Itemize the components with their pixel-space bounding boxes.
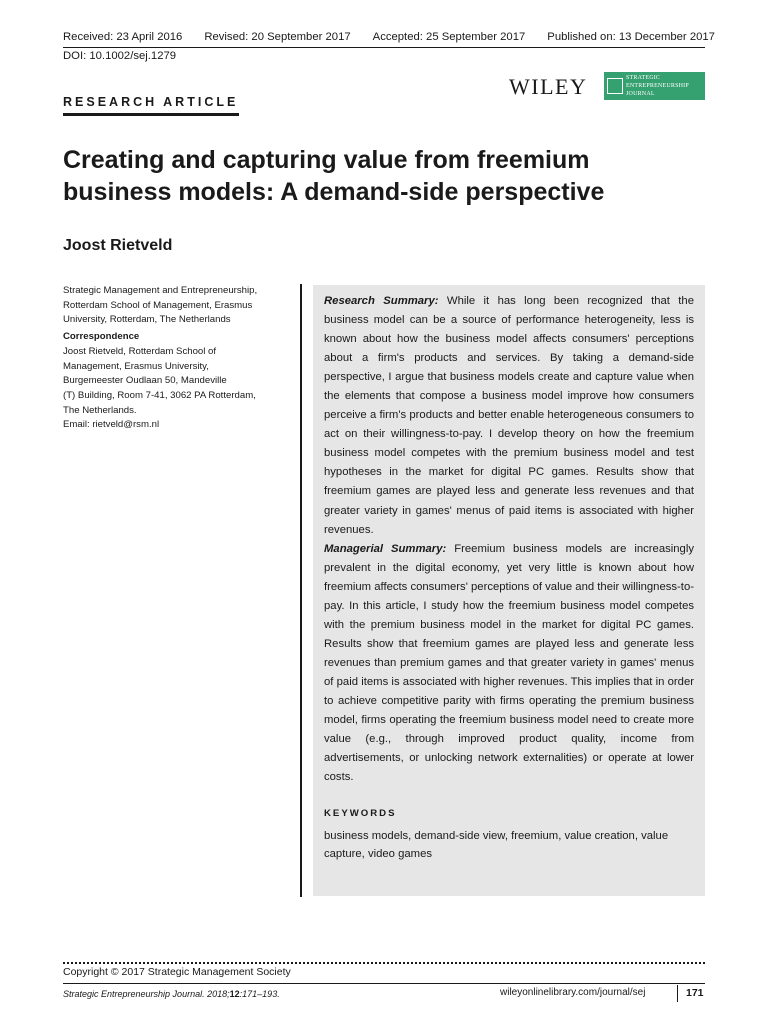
- footnote-rule: [63, 962, 705, 964]
- copyright-notice: Copyright © 2017 Strategic Management Society: [63, 966, 291, 978]
- doi-link[interactable]: DOI: 10.1002/sej.1279: [63, 50, 177, 62]
- managerial-summary-text: Freemium business models are increasingly prevalent in the digital economy, yet very little is known about how freemium affects consumers' perceptions of value and their willingness-to-pay. In this article, I study how the freemium business model competes with the premium business model in the market for digital PC games. Results show that freemium games are played less and generate less revenues than premium games and that greater variety in games' menus of paid items is associated with higher revenues. This implies that in order to achieve competitive parity with firms operating the premium business model, firms operating the freemium business model need to create more value (e.g., through improved product quality, income from advertisements, or unlocking network externalities) or operate at lower costs.: [324, 542, 694, 784]
- published-date: Published on: 13 December 2017: [547, 31, 715, 43]
- correspondence-line: Burgemeester Oudlaan 50, Mandeville: [63, 375, 227, 387]
- correspondence-email[interactable]: Email: rietveld@rsm.nl: [63, 419, 160, 431]
- keywords-heading: KEYWORDS: [324, 808, 397, 820]
- citation-year: 2018;: [207, 989, 230, 999]
- keywords-list: business models, demand-side view, freemium, value creation, value capture, video games: [324, 830, 669, 861]
- correspondence-line: Joost Rietveld, Rotterdam School of: [63, 345, 217, 357]
- footer-rule: [63, 983, 705, 984]
- page-number: 171: [686, 987, 704, 999]
- correspondence-line: Management, Erasmus University,: [63, 360, 209, 372]
- article-type-underline: [63, 113, 239, 116]
- accepted-date: Accepted: 25 September 2017: [372, 31, 526, 43]
- footer-divider: [677, 985, 678, 1002]
- research-summary-text: While it has long been recognized that the business model can be a source of performance heterogeneity, less is known about how the business model affects consumers' perceptions about a firm's products and services. By taking a demand-side perspective, I argue that business models create and capture value when the elements that compose a business model improve how consumers perceive a firm's products and better enable heterogeneous consumers to act on their willingness-to-pay. I develop theory on how the freemium business model competes with the premium business model and test hypotheses in the market for digital PC games. Results show that freemium games are played less and generate less revenues and that greater variety in games' menus of paid items is associated with higher revenues.: [324, 295, 695, 536]
- affiliation: [63, 284, 295, 328]
- revised-date: Revised: 20 September 2017: [204, 31, 351, 43]
- correspondence-heading: Correspondence: [63, 331, 140, 343]
- affiliation-line: Strategic Management and Entrepreneurship,: [63, 285, 258, 296]
- article-title: [63, 144, 703, 208]
- citation-volume: 12: [229, 989, 240, 999]
- journal-name-line: STRATEGIC: [626, 75, 661, 81]
- author-info-sidebar: [63, 284, 295, 433]
- research-summary-label: Research Summary:: [324, 295, 439, 307]
- publication-dates: [63, 27, 715, 47]
- research-summary: [324, 292, 694, 540]
- journal-name-line: ENTREPRENEURSHIP: [626, 83, 689, 89]
- managerial-summary: [324, 540, 694, 788]
- correspondence-address: [63, 345, 295, 433]
- journal-name-line: JOURNAL: [626, 91, 655, 97]
- correspondence-line: The Netherlands.: [63, 404, 137, 416]
- abstract-box: [313, 285, 705, 896]
- article-type: RESEARCH ARTICLE: [63, 95, 239, 109]
- citation-journal: Strategic Entrepreneurship Journal.: [63, 989, 205, 999]
- header-rule: [63, 47, 705, 48]
- citation-pages: :171–193.: [239, 989, 280, 999]
- title-line: business models: A demand-side perspective: [63, 178, 605, 206]
- journal-mark-icon: [604, 72, 626, 100]
- title-line: Creating and capturing value from freemium: [63, 146, 590, 174]
- affiliation-line: Rotterdam School of Management, Erasmus: [63, 299, 253, 311]
- column-divider: [300, 284, 302, 897]
- journal-logo: [604, 72, 705, 100]
- correspondence-line: (T) Building, Room 7-41, 3062 PA Rotterdam,: [63, 389, 256, 401]
- journal-website-link[interactable]: wileyonlinelibrary.com/journal/sej: [500, 987, 646, 998]
- publisher-logo: WILEY: [509, 74, 588, 99]
- affiliation-line: University, Rotterdam, The Netherlands: [63, 314, 231, 326]
- journal-citation: [63, 989, 280, 999]
- managerial-summary-label: Managerial Summary:: [324, 542, 447, 555]
- author-name: Joost Rietveld: [63, 237, 173, 254]
- received-date: Received: 23 April 2016: [63, 31, 183, 43]
- journal-name: [626, 74, 689, 98]
